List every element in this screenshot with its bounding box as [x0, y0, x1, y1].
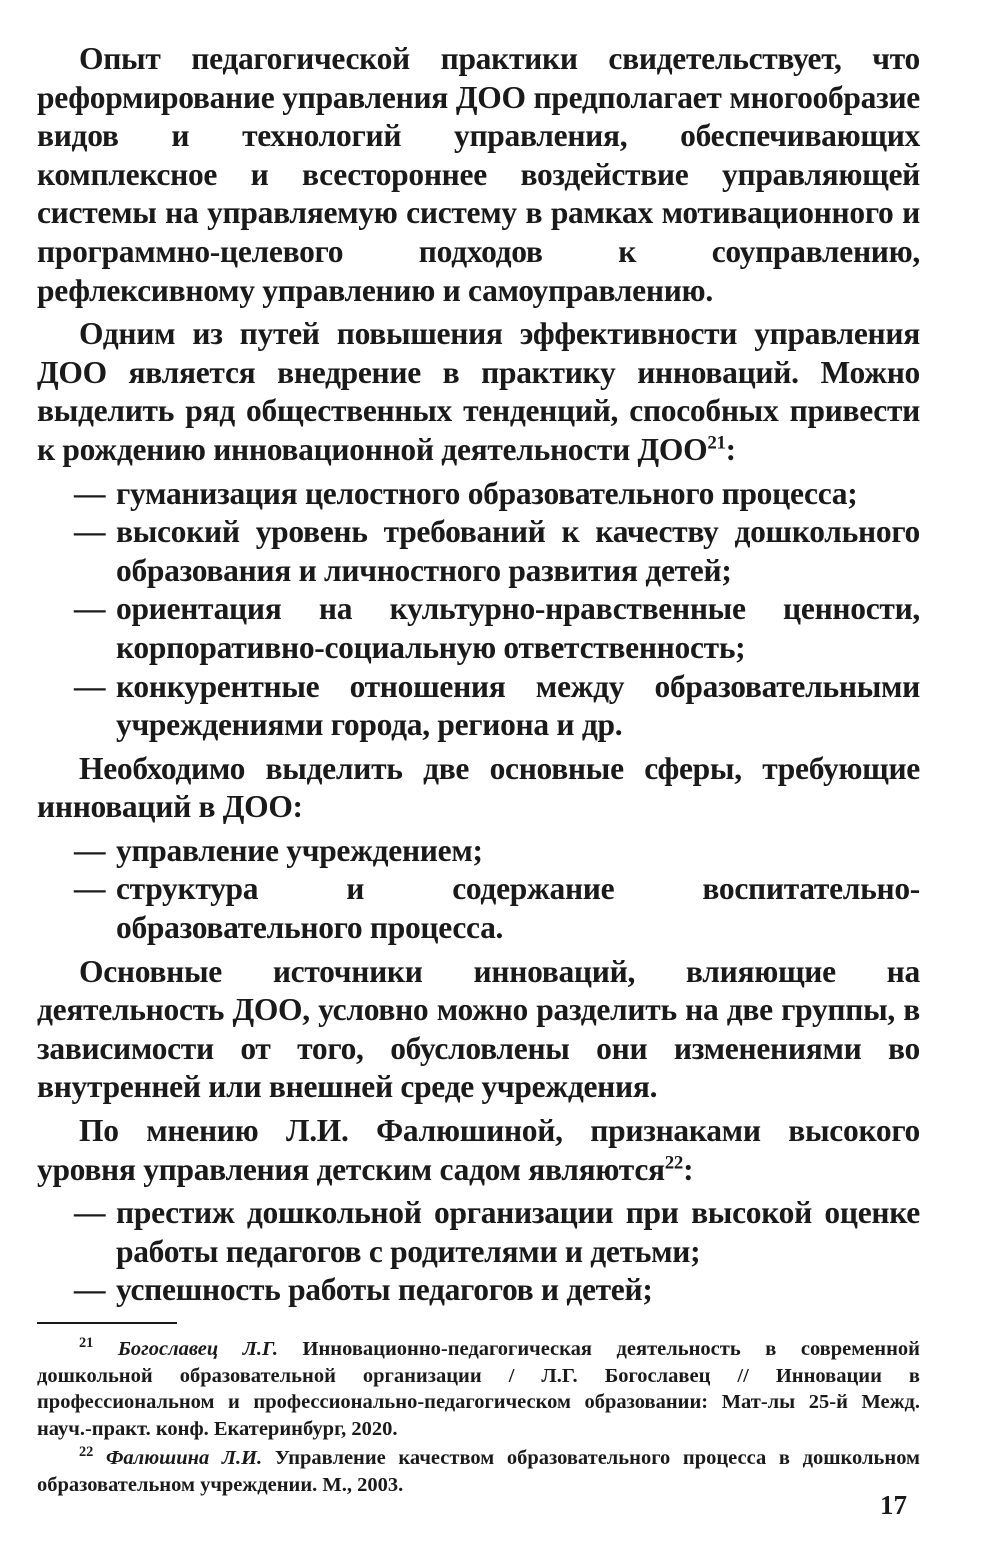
list-item [37, 1271, 920, 1310]
list-item [37, 668, 920, 745]
list-item [37, 870, 920, 947]
list-item-text: структура и содержание воспитательно-образовательного процесса. [116, 871, 920, 946]
paragraph-4: Основные источники инноваций, влияющие на деятельность ДОО, условно можно разделить на две группы, в зависимости от того, обусловлены они изменениями во внутренней или внешней среде учреждения. [37, 953, 920, 1105]
paragraph-5-text: По мнению Л.И. Фалюшиной, признаками высокого уровня управления детским садом являются [37, 1113, 920, 1187]
footnote-author: Богославец Л.Г. [117, 1338, 278, 1360]
footnote-22 [37, 1445, 920, 1498]
footnote-author: Фалюшина Л.И. [106, 1447, 263, 1469]
main-text [37, 40, 920, 1310]
paragraph-5 [37, 1112, 920, 1189]
list-item [37, 832, 920, 871]
list-item [37, 475, 920, 514]
paragraph-5-end: : [683, 1151, 694, 1187]
footnote-text: Управление качеством образовательного процесса в дошкольном образовательном учреждении. М., 2003. [37, 1447, 921, 1496]
list-item-text: престиж дошкольной организации при высокой оценке работы педагогов с родителями и детьми; [116, 1195, 920, 1269]
signs-list [37, 1194, 920, 1310]
footnote-divider [37, 1322, 177, 1324]
page-number: 17 [880, 1490, 907, 1520]
footnote-number: 21 [79, 1335, 94, 1352]
spheres-list [37, 832, 920, 948]
list-item [37, 513, 920, 590]
list-item [37, 590, 920, 667]
footnote-21 [37, 1336, 920, 1442]
trends-list [37, 475, 920, 745]
footnote-text: Инновационно-педагогическая деятельность в современной дошкольной образовательной организации / Л.Г. Богославец // Инновации в профессиональном и профессионально-педагогическом образовании: Мат-лы 25-й Межд. науч.-практ. конф. Екатеринбург, 2020. [37, 1338, 920, 1440]
paragraph-3: Необходимо выделить две основные сферы, требующие инноваций в ДОО: [37, 750, 920, 825]
paragraph-1: Опыт педагогической практики свидетельствует, что реформирование управления ДОО предполагает многообразие видов и технологий управления, обеспечивающих комплексное и всестороннее воздействие управляющей системы на управляемую систему в рамках мотивационного и программно-целевого подходов к соуправлению, рефлексивному управлению и самоуправлению. [37, 41, 920, 308]
paragraph-2-text: Одним из путей повышения эффективности управления ДОО является внедрение в практику инноваций. Можно выделить ряд общественных тенденций, способных привести к рождению инновационной деятельности ДОО [37, 316, 920, 467]
list-item-text: конкурентные отношения между образовательными учреждениями города, региона и др. [116, 668, 920, 743]
dash: — [74, 668, 106, 704]
list-item [37, 1194, 920, 1271]
dash: — [74, 871, 106, 907]
dash: — [74, 832, 106, 868]
dash: — [74, 514, 106, 550]
list-item-text: высокий уровень требований к качеству дошкольного образования и личностного развития детей; [116, 514, 920, 588]
list-item-text: успешность работы педагогов и детей; [116, 1272, 653, 1308]
list-item-text: управление учреждением; [116, 832, 483, 868]
paragraph-2-end: : [725, 431, 736, 467]
footnote-ref-21: 21 [707, 432, 726, 454]
paragraph-2 [37, 315, 920, 469]
footnote-ref-22: 22 [664, 1152, 684, 1174]
list-item-text: ориентация на культурно-нравственные ценности, корпоративно-социальную ответственность; [116, 591, 920, 665]
list-item-text: гуманизация целостного образовательного процесса; [116, 475, 858, 511]
footnote-number: 22 [79, 1444, 94, 1461]
footnotes [37, 1336, 920, 1498]
dash: — [74, 475, 106, 511]
dash: — [74, 591, 106, 627]
dash: — [74, 1272, 106, 1308]
dash: — [74, 1195, 106, 1231]
